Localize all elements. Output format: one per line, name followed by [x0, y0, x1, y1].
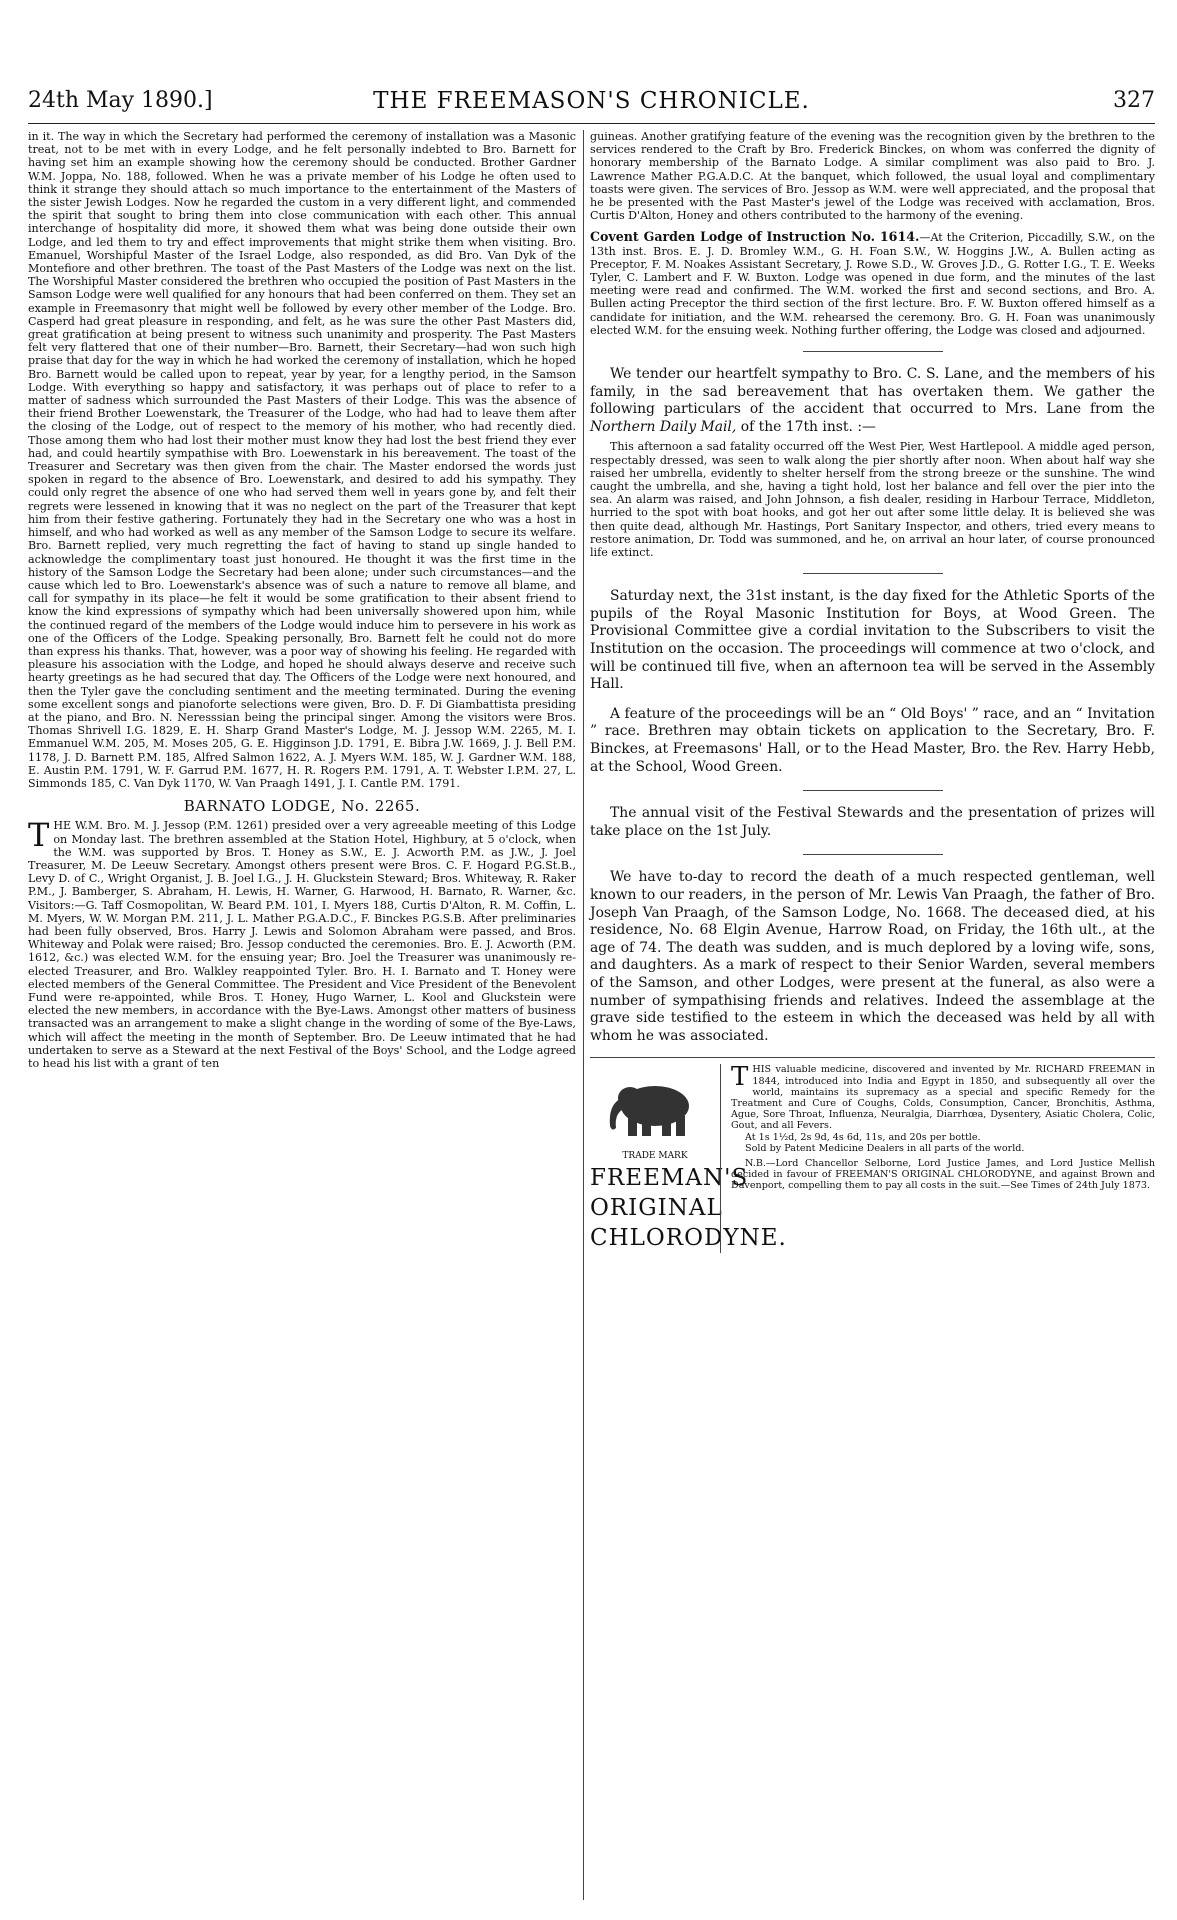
left-column	[28, 130, 576, 1070]
lane-intro: We tender our heartfelt sympathy to Bro. C. S. Lane, and the members of his family, in the sad bereavement that has overtaken them. We gather the following particulars of the accident that occurred to Mrs. Lane from the	[590, 366, 1155, 418]
samson-lodge-report: in it. The way in which the Secretary had performed the ceremony of installation was a Masonic treat, not to be met with in every Lodge, and he felt personally indebted to Bro. Barnett for having set him an example showing how the ceremony should be conducted. Brother Gardner W.M. Joppa, No. 188, followed. When he was a private member of his Lodge he often used to think it strange they should attach so much importance to the entertainment of the Masters of the sister Jewish Lodges. Now he regarded the custom in a very different light, and commended the spirit that sought to bring them into close communication with each other. This annual interchange of hospitality did more, it showed them what was being done outside their own Lodge, and led them to try and effect improvements that might strike them when visiting. Bro. Emanuel, Worshipful Master of the Israel Lodge, also responded, as did Bro. Van Dyk of the Montefiore and other brethren. The toast of the Past Masters of the Lodge was next on the list. The Worshipful Master considered the brethren who occupied the position of Past Masters in the Samson Lodge were well qualified for any honours that had been conferred on them. They set an example in Freemasonry that might well be followed by every other member of the Lodge. Bro. Casperd had great pleasure in responding, and felt, as he was sure the other Past Masters did, great gratification at being present to witness such unanimity and prosperity. The Past Masters felt very flattered that one of their number—Bro. Barnett, their Secretary—had won such high praise that day for the way in which he had worked the ceremony of installation, which he hoped Bro. Barnett would be called upon to repeat, year by year, for a lengthy period, in the Samson Lodge. With everything so happy and satisfactory, it was perhaps out of place to refer to a matter of sadness which surrounded the Past Masters of their Lodge. This was the absence of their friend Brother Loewenstark, the Treasurer of the Lodge, who had had to leave them after the closing of the Lodge, out of respect to the memory of his mother, who had recently died. Those among them who had lost their mother must know they had lost the best friend they ever had, and could heartily sympathise with Bro. Loewenstark in his bereavement. The toast of the Treasurer and Secretary was then given from the chair. The Master endorsed the words just spoken in regard to the absence of Bro. Loewenstark, and desired to add his sympathy. They could only regret the absence of one who had served them well in years gone by, and felt their regrets were lessened in knowing that it was no neglect on the part of the Treasurer that kept him from their festive gathering. Fortunately they had in the Secretary one who was a host in himself, and who had worked as well as any member of the Samson Lodge to secure its welfare. Bro. Barnett replied, very much regretting the fact of having to stand up single handed to acknowledge the complimentary toast just honoured. He thought it was the first time in the history of the Samson Lodge the Secretary had been alone; under such circumstances—and the cause which led to Bro. Loewenstark's absence was of such a nature to remove all blame, and call for sympathy in its place—he felt it would be some gratification to their absent friend to know the kind expressions of sympathy which had been universally showered upon him, while the continued regard of the members of the Lodge would induce him to persevere in his work as one of the Officers of the Lodge. Speaking personally, Bro. Barnett felt he could not do more than express his thanks. That, however, was a poor way of showing his feeling. He regarded with pleasure his association with the Lodge, and hoped he should always deserve and receive such hearty greetings as he had secured that day. The Officers of the Lodge were next honoured, and then the Tyler gave the concluding sentiment and the meeting terminated. During the evening some excellent songs and pianoforte selections were given, Bro. D. F. Di Giambattista presiding at the piano, and Bro. N. Neresssian being the principal singer. Among the visitors were Bros. Thomas Shrivell I.G. 1829, E. H. Sharp Grand Master's Lodge, M. J. Jessop W.M. 2265, M. I. Emmanuel W.M. 205, M. Moses 205, G. E. Higginson J.D. 1791, E. Bibra J.W. 1669, J. J. Bell P.M. 1178, J. D. Barnett P.M. 185, Alfred Salmon 1622, A. J. Myers W.M. 185, W. J. Gardner W.M. 188, E. Austin P.M. 1791, W. F. Garrud P.M. 1677, H. R. Rogers P.M. 1791, A. T. Webster I.P.M. 27, L. Simmonds 185, C. Van Dyk 1170, W. Van Praagh 1491, J. I. Cantle P.M. 1791.	[28, 130, 576, 790]
ad-brand	[590, 1064, 787, 1252]
trade-mark-label: TRADE MARK	[622, 1150, 688, 1161]
barnato-lodge-text: HE W.M. Bro. M. J. Jessop (P.M. 1261) presided over a very agreeable meeting of this Lodge on Monday last. The brethren assembled at the Station Hotel, Highbury, at 5 o'clock, when the W.M. was supported by Bros. T. Honey as S.W., E. J. Acworth P.M. as J.W., J. Joel Treasurer, M. De Leeuw Secretary. Amongst others present were Bros. C. F. Hogard P.G.St.B., Levy D. of C., Wright Organist, J. B. Joel I.G., J. H. Gluckstein Steward; Bros. Whiteway, R. Raker P.M., J. Bamberger, S. Abraham, H. Lewis, H. Warner, G. Harwood, H. Barnato, R. Warner, &c. Visitors:—G. Taff Cosmopolitan, W. Beard P.M. 101, I. Myers 188, Curtis D'Alton, R. M. Coffin, L. M. Myers, W. W. Morgan P.M. 211, J. L. Mather P.G.A.D.C., F. Binckes P.G.S.B. After preliminaries had been fully observed, Bros. Harry J. Lewis and Solomon Abraham were passed, and Bros. Whiteway and Polak were raised; Bro. Jessop conducted the ceremonies. Bro. E. J. Acworth (P.M. 1612, &c.) was elected W.M. for the ensuing year; Bro. Joel the Treasurer was unanimously re-elected Treasurer, and Bro. Walkley reappointed Tyler. Bro. H. I. Barnato and T. Honey were elected members of the General Committee. The President and Vice President of the Benevolent Fund were re-appointed, while Bros. T. Honey, Hugo Warner, L. Kool and Gluckstein were elected the new members, in accordance with the Bye-Laws. Amongst other matters of business transacted was an arrangement to make a slight change in the wording of some of the Bye-Laws, which will affect the meeting in the month of September. Bro. De Leeuw intimated that he had undertaken to serve as a Steward at the next Festival of the Boys' School, and the Lodge agreed to head his list with a grant of ten	[28, 819, 576, 1071]
ad-price: At 1s 1½d, 2s 9d, 4s 6d, 11s, and 20s per bottle.	[745, 1131, 981, 1143]
right-column	[590, 130, 1155, 1253]
lane-quote: This afternoon a sad fatality occurred off the West Pier, West Hartlepool. A middle aged person, respectably dressed, was seen to walk along the pier shortly after noon. When about half way she raised her umbrella, evidently to shelter herself from the strong breeze or the sunshine. The wind caught the umbrella, and she, having a tight hold, lost her balance and fell over the pier into the sea. An alarm was raised, and John Johnson, a fish dealer, residing in Harbour Terrace, Middleton, hurried to the spot with boat hooks, and got her out after some little delay. It is believed she was then quite dead, although Mr. Hastings, Port Sanitary Inspector, and others, tried every means to restore animation, Dr. Todd was summoned, and he, on arrival an hour later, of course pronounced life extinct.	[590, 440, 1155, 560]
separator	[803, 351, 943, 352]
column-divider	[583, 130, 584, 1900]
ad-body-text: HIS valuable medicine, discovered and invented by Mr. RICHARD FREEMAN in 1844, introduced into India and Egypt in 1850, and subsequently all over the world, maintains its supremacy as a special and specific Remedy for the Treatment and Cure of Coughs, Colds, Consumption, Cancer, Bronchitis, Asthma, Ague, Sore Throat, Influenza, Neuralgia, Diarrhœa, Dysentery, Asiatic Cholera, Colic, Gout, and all Fevers.	[731, 1064, 1155, 1132]
ad-name-line1: FREEMAN'S	[590, 1164, 749, 1191]
race-notice: A feature of the proceedings will be an “ Old Boys' ” race, and an “ Invitation ” race. Brethren may obtain tickets on application to the Secretary, Bro. F. Binckes, at Freemasons' Hall, or to the Head Master, Bro. the Rev. Harry Hebb, at the School, Wood Green.	[590, 705, 1155, 775]
header-page-number: 327	[1113, 88, 1155, 113]
separator	[803, 854, 943, 855]
ad-name-line2: ORIGINAL	[590, 1194, 723, 1221]
chlorodyne-advertisement	[590, 1057, 1155, 1252]
header-title: THE FREEMASON'S CHRONICLE.	[373, 88, 810, 114]
ad-name-line3: CHLORODYNE.	[590, 1224, 787, 1251]
lane-notice	[590, 366, 1155, 436]
sports-notice: Saturday next, the 31st instant, is the day fixed for the Athletic Sports of the pupils of the Royal Masonic Institution for Boys, at Wood Green. The Provisional Committee give a cordial invitation to the Subscribers to visit the Institution on the occasion. The proceedings will commence at two o'clock, and will be continued till five, when an afternoon tea will be served in the Assembly Hall.	[590, 588, 1155, 693]
ad-text	[720, 1064, 1155, 1252]
lane-tail: of the 17th inst. :—	[740, 418, 876, 435]
barnato-lodge-continued: guineas. Another gratifying feature of the evening was the recognition given by the brethren to the services rendered to the Craft by Bro. Frederick Binckes, on whom was conferred the dignity of honorary membership of the Barnato Lodge. A similar compliment was also paid to Bro. J. Lawrence Mather P.G.A.D.C. At the banquet, which followed, the usual loyal and complimentary toasts were given. The services of Bro. Jessop as W.M. were well appreciated, and the proposal that he be presented with the Past Master's jewel of the Lodge was received with acclamation, Bros. Curtis D'Alton, Honey and others contributed to the harmony of the evening.	[590, 130, 1155, 223]
ad-nb: N.B.—Lord Chancellor Selborne, Lord Justice James, and Lord Justice Mellish decided in favour of FREEMAN'S ORIGINAL CHLORODYNE, and against Brown and Davenport, compelling them to pay all costs in the suit.—See Times of 24th July 1873.	[731, 1157, 1155, 1192]
dropcap: T	[28, 816, 50, 855]
covent-garden-report	[590, 230, 1155, 337]
covent-garden-body: —At the Criterion, Piccadilly, S.W., on the 13th inst. Bros. E. J. D. Bromley W.M., G. H. Foan S.W., W. Hoggins J.W., A. Bullen acting as Preceptor, F. M. Noakes Assistant Secretary, J. Rowe S.D., W. Groves J.D., G. Rotter I.G., T. E. Weeks Tyler, C. Lambert and F. W. Buxton. Lodge was opened in due form, and the minutes of the last meeting were read and confirmed. The W.M. worked the first and second sections, and Bro. A. Bullen acting Preceptor the third section of the first lecture. Bro. F. W. Buxton offered himself as a candidate for initiation, and the W.M. rehearsed the ceremony. Bro. G. H. Foan was unanimously elected W.M. for the ensuing week. Nothing further offering, the Lodge was closed and adjourned.	[590, 231, 1155, 337]
separator	[803, 573, 943, 574]
header-rule	[28, 123, 1155, 124]
page-header	[28, 88, 1155, 120]
barnato-lodge-heading: BARNATO LODGE, No. 2265.	[183, 797, 421, 816]
covent-garden-title: Covent Garden Lodge of Instruction No. 1614.	[590, 229, 920, 245]
barnato-lodge-report	[28, 816, 576, 1071]
separator	[803, 790, 943, 791]
header-date: 24th May 1890.]	[28, 88, 213, 113]
ad-sold: Sold by Patent Medicine Dealers in all parts of the world.	[745, 1142, 1025, 1154]
death-notice: We have to-day to record the death of a much respected gentleman, well known to our readers, in the person of Mr. Lewis Van Praagh, the father of Bro. Joseph Van Praagh, of the Samson Lodge, No. 1668. The deceased died, at his residence, No. 68 Elgin Avenue, Harrow Road, on Friday, the 16th ult., at the age of 74. The death was sudden, and is much deplored by a loving wife, sons, and daughters. As a mark of respect to their Senior Warden, several members of the Samson, and other Lodges, were present at the funeral, as also were a number of sympathising friends and relatives. Indeed the assemblage at the grave side testified to the esteem in which the deceased was held by all with whom he was associated.	[590, 869, 1155, 1044]
elephant-trademark-icon	[600, 1068, 710, 1148]
dropcap: T	[731, 1062, 749, 1093]
ad-body	[731, 1064, 1155, 1131]
stewards-visit-notice: The annual visit of the Festival Stewards and the presentation of prizes will take place on the 1st July.	[590, 805, 1155, 839]
lane-source: Northern Daily Mail,	[590, 418, 737, 435]
